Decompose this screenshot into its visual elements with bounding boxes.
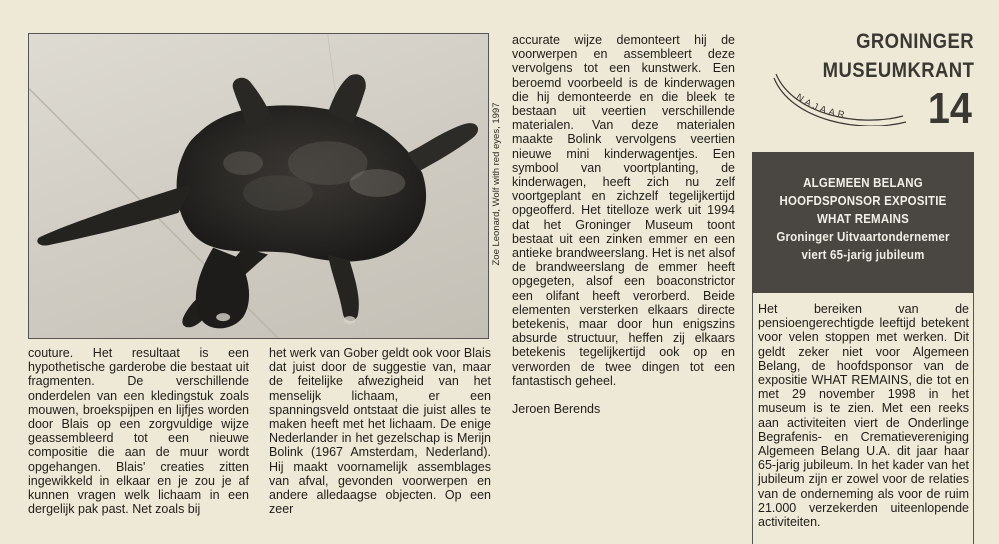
masthead-title-line1: GRONINGER (856, 30, 974, 53)
season-arc-logo (768, 66, 908, 126)
masthead (752, 28, 974, 138)
article-paragraph: accurate wijze demonteert hij de voorwerpen en assembleert deze vervolgens tot een kunstwerk. Een beroemd voorbeeld is de kinderwagen die hij demonteerde en die bleek te bestaan uit veertien verschillende materialen. Van deze materialen maakte Bolink vervolgens veertien nieuwe mini kinderwagentjes. Een symbool van voortplanting, de kinderwagen, heeft zich nu zelf voortgeplant en zichzelf tegelijkertijd opgeofferd. Het titelloze werk uit 1994 dat het Groninger Museum toont bestaat uit een zinken emmer en een antieke brandweerslang. Het is net alsof de brandweerslang de emmer heeft opgegeten, alsof een boaconstrictor een olifant heeft verorberd. Beide elementen versterken elkaars directe betekenis, maar door hun enigszins absurde structuur, heffen zij elkaars betekenis tegelijkertijd ook op en verworden de twee dingen tot een fantastisch geheel. (512, 33, 735, 388)
wolf-skin-illustration (29, 34, 488, 338)
sidebar-heading-line3: WHAT REMAINS (816, 212, 910, 226)
wolf-pelt (37, 74, 478, 328)
photo-credit: Zoe Leonard, Wolf with red eyes, 1997 (490, 102, 502, 266)
article-column-3 (512, 33, 735, 416)
season-label: NAJAAR (793, 91, 849, 122)
sidebar-body-text: Het bereiken van de pensioengerechtigde leeftijd betekent voor velen stoppen met werken. Dit geldt zeker niet voor Algemeen Belang, de hoofdsponsor van de expositie WHAT REMAINS, die tot en met 29 november 1998 in het museum is te zien. Met een reeks aan activiteiten viert de Onderlinge Begrafenis- en Crematievereniging Algemeen Belang U.A. dit jaar haar 65-jarig jubileum. In het kader van het jubileum zijn er zowel voor de relaties van de onderneming als voor de ruim 21.000 verzekerden uiteenlopende activiteiten. (758, 302, 969, 530)
article-paragraph: couture. Het resultaat is een hypothetische garderobe die bestaat uit fragmenten. De verschillende onderdelen van een kledingstuk zoals mouwen, broekspijpen en lijfjes worden door Blais op een zorgvuldige wijze geassembleerd tot een nieuwe compositie die aan de muur wordt opgehangen. Blais' creaties zitten ingewikkeld in elkaar en je zou je af kunnen vragen welk lichaam in een dergelijk pak past. Net zoals bij (28, 346, 249, 517)
masthead-title-line2: MUSEUMKRANT (822, 59, 974, 82)
article-paragraph: het werk van Gober geldt ook voor Blais dat juist door de suggestie van, maar de feitelijke afwezigheid van het menselijk lichaam, er een spanningsveld ontstaat die juist alles te maken heeft met het lichaam. De enige Nederlander in het gezelschap is Merijn Bolink (1967 Amsterdam, Nederland). Hij maakt voornamelijk assemblages van afval, gevonden voorwerpen en andere alledaagse objecten. Op een zeer (269, 346, 491, 517)
article-column-2 (269, 346, 491, 516)
sidebar-heading-box (752, 152, 974, 293)
svg-text:NAJAAR (794, 92, 848, 122)
wolf-photo (28, 33, 489, 339)
sidebar-heading-line1: ALGEMEEN BELANG (803, 176, 923, 190)
sidebar-heading-line2: HOOFDSPONSOR EXPOSITIE (779, 194, 947, 208)
sidebar-subheading-line1: Groninger Uitvaartondernemer (776, 230, 950, 244)
sidebar-subheading-line2: viert 65-jarig jubileum (801, 248, 925, 262)
issue-number: 14 (927, 84, 972, 133)
article-author: Jeroen Berends (512, 402, 601, 417)
article-column-1 (28, 346, 249, 516)
